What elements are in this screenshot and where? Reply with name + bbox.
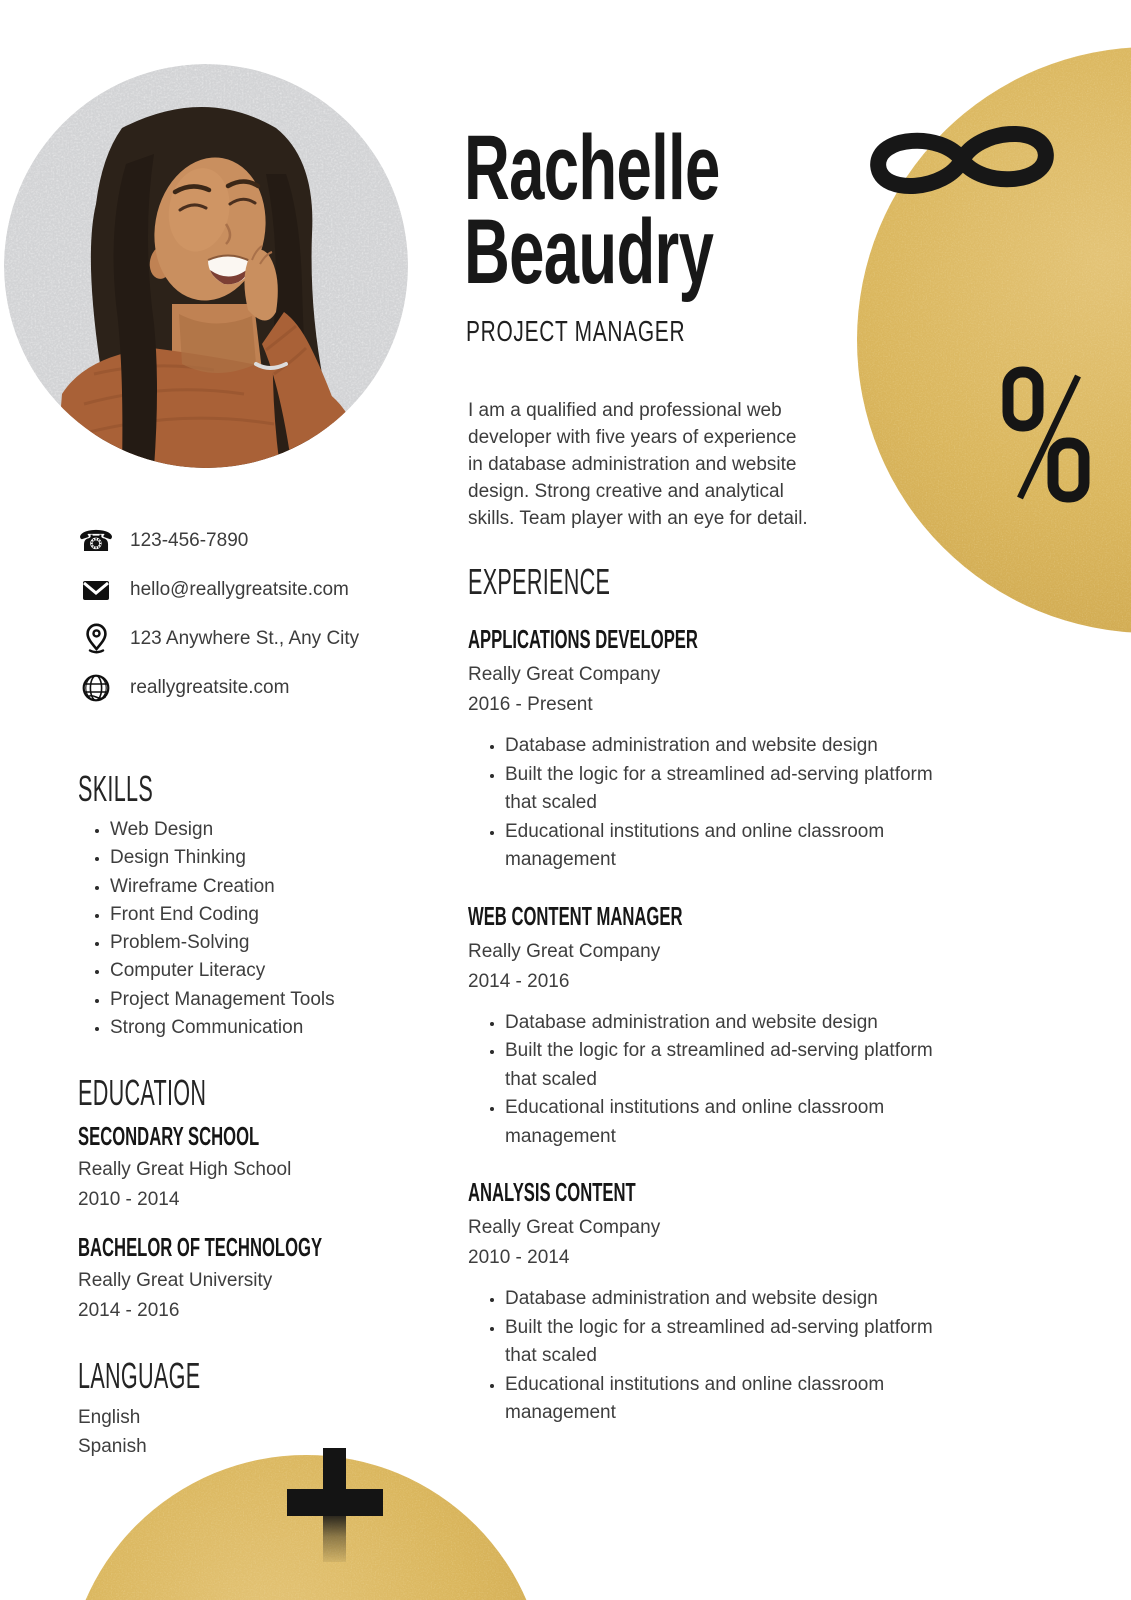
- list-item: • Project Management Tools: [110, 986, 335, 1014]
- experience-entry: [468, 902, 948, 1152]
- education-degree: BACHELOR OF TECHNOLOGY: [78, 1232, 323, 1262]
- name-line-1: Rachelle: [464, 117, 720, 219]
- list-item: • Web Design: [110, 816, 335, 844]
- skills-list: [78, 816, 335, 1042]
- skills-heading: SKILLS: [78, 768, 154, 809]
- phone-icon: ☎: [77, 523, 115, 558]
- person-name: [464, 117, 834, 303]
- language-section: [78, 1355, 282, 1461]
- list-item: • Built the logic for a streamlined ad-serving platform that scaled: [505, 1314, 950, 1371]
- email-value[interactable]: hello@reallygreatsite.com: [130, 579, 349, 600]
- contact-row-location: [80, 622, 359, 656]
- experience-bullets: [468, 1285, 948, 1428]
- experience-dates: 2014 - 2016: [468, 970, 570, 992]
- experience-section: [468, 561, 948, 1428]
- email-icon: [80, 580, 112, 601]
- language-list: [78, 1403, 282, 1461]
- experience-dates: 2010 - 2014: [468, 1247, 570, 1268]
- job-title: PROJECT MANAGER: [466, 316, 686, 348]
- contact-section: [77, 523, 360, 720]
- experience-entry: [468, 1178, 948, 1428]
- list-item: • Computer Literacy: [110, 957, 335, 985]
- experience-heading: EXPERIENCE: [468, 561, 611, 602]
- experience-company: Really Great Company: [468, 940, 661, 962]
- list-item: Spanish: [78, 1436, 147, 1457]
- list-item: • Built the logic for a streamlined ad-serving platform that scaled: [505, 1037, 950, 1094]
- experience-dates: 2016 - Present: [468, 694, 593, 715]
- experience-title: APPLICATIONS DEVELOPER: [468, 624, 698, 654]
- list-item: • Database administration and website design: [505, 1285, 950, 1314]
- address-value: 123 Anywhere St., Any City: [130, 628, 360, 649]
- list-item: • Educational institutions and online classroom management: [505, 1094, 950, 1151]
- list-item: • Front End Coding: [110, 901, 335, 929]
- list-item: • Problem-Solving: [110, 929, 335, 957]
- experience-title: WEB CONTENT MANAGER: [468, 900, 683, 931]
- education-school: Really Great University: [78, 1270, 273, 1291]
- website-value[interactable]: reallygreatsite.com: [130, 677, 290, 698]
- experience-title: ANALYSIS CONTENT: [468, 1177, 636, 1207]
- profile-summary: I am a qualified and professional web developer with five years of experience in database administration and website design. Strong creative and analytical skills. Team player with an eye for detail.: [468, 400, 808, 529]
- globe-icon: [80, 674, 112, 702]
- list-item: • Strong Communication: [110, 1014, 335, 1042]
- contact-row-email: [80, 573, 359, 607]
- list-item: • Built the logic for a streamlined ad-serving platform that scaled: [505, 761, 950, 818]
- education-degree: SECONDARY SCHOOL: [78, 1121, 260, 1151]
- percent-icon: [1000, 366, 1095, 506]
- experience-company: Really Great Company: [468, 1217, 661, 1238]
- list-item: • Educational institutions and online classroom management: [505, 1371, 950, 1428]
- profile-photo: [4, 64, 408, 468]
- name-line-2: Beaudry: [464, 201, 714, 303]
- location-icon: [80, 623, 112, 655]
- education-school: Really Great High School: [78, 1159, 292, 1180]
- education-section: [78, 1072, 438, 1322]
- plus-icon: [287, 1448, 383, 1562]
- experience-bullets: [468, 1009, 948, 1152]
- phone-value: 123-456-7890: [130, 530, 249, 551]
- list-item: • Educational institutions and online classroom management: [505, 818, 950, 875]
- education-dates: 2010 - 2014: [78, 1189, 180, 1210]
- list-item: • Design Thinking: [110, 844, 335, 872]
- contact-row-website: [80, 671, 359, 705]
- infinity-icon: [856, 114, 1068, 206]
- list-item: • Database administration and website design: [505, 732, 950, 761]
- education-dates: 2014 - 2016: [78, 1300, 180, 1321]
- list-item: English: [78, 1407, 141, 1428]
- experience-company: Really Great Company: [468, 664, 661, 685]
- education-heading: EDUCATION: [78, 1072, 207, 1113]
- list-item: • Wireframe Creation: [110, 873, 335, 901]
- contact-row-phone: [77, 523, 359, 558]
- language-heading: LANGUAGE: [78, 1355, 201, 1396]
- skills-section: [78, 768, 335, 1042]
- list-item: • Database administration and website design: [505, 1009, 950, 1038]
- experience-entry: [468, 625, 948, 875]
- experience-bullets: [468, 732, 948, 875]
